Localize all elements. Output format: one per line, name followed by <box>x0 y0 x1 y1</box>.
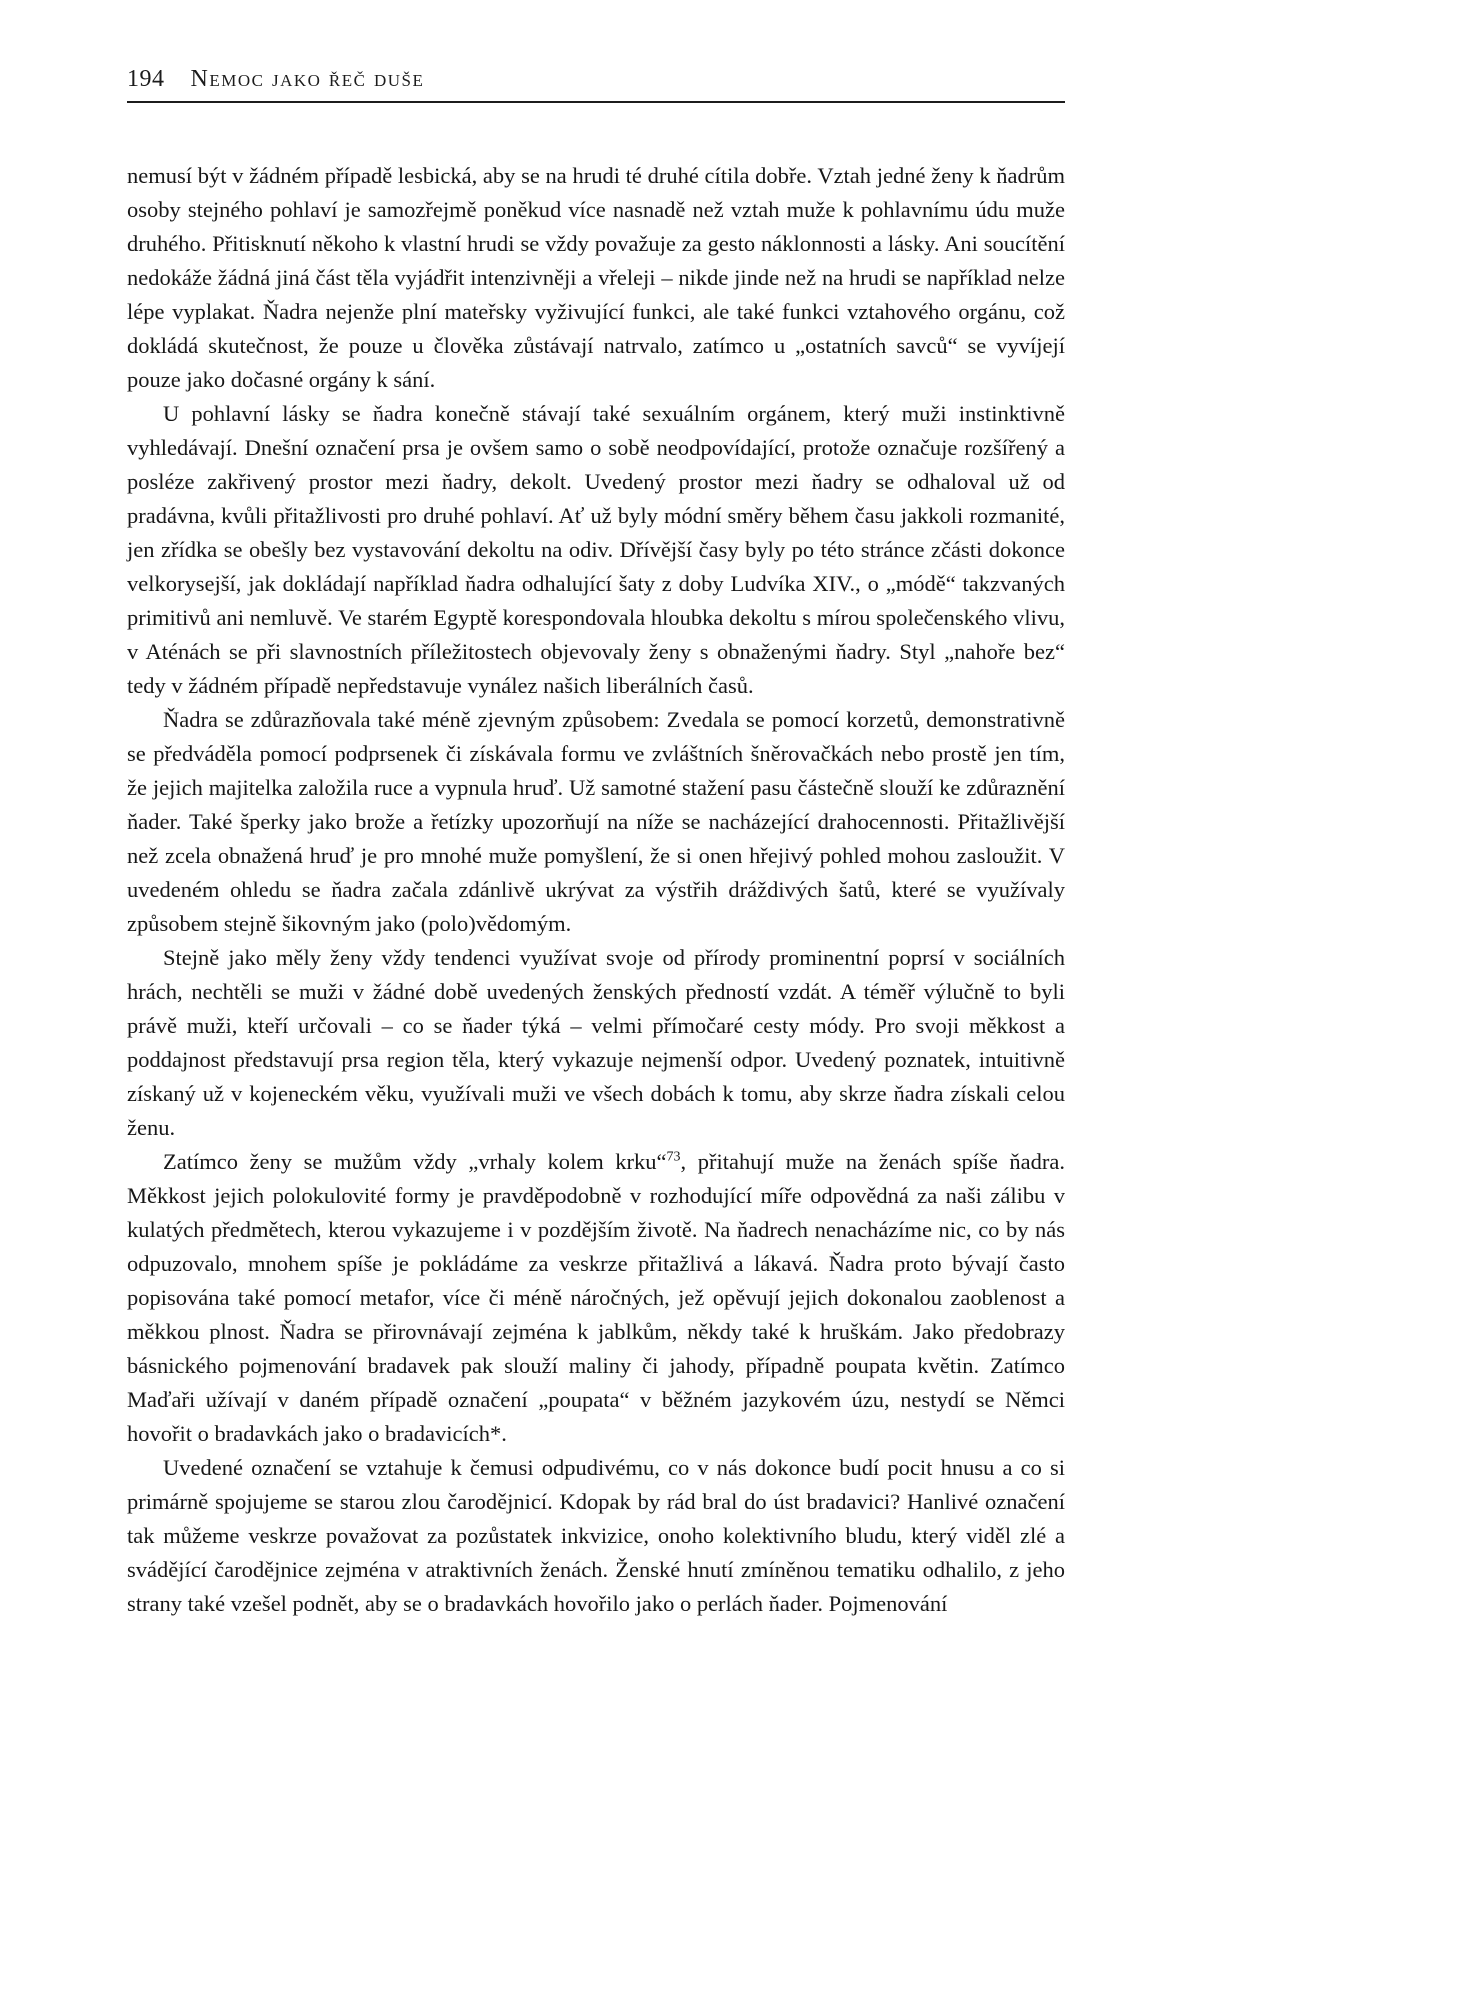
paragraph: Ňadra se zdůrazňovala také méně zjevným způsobem: Zvedala se pomocí korzetů, demonstrativně se předváděla pomocí podprsenek či získávala formu ve zvláštních šněrovačkách nebo prostě jen tím, že jejich majitelka založila ruce a vypnula hruď. Už samotné stažení pasu částečně slouží ke zdůraznění ňader. Také šperky jako brože a řetízky upozorňují na níže se nacházející drahocennosti. Přitažlivější než zcela obnažená hruď je pro mnohé muže pomyšlení, že si onen hřejivý pohled mohou zasloužit. V uvedeném ohledu se ňadra začala zdánlivě ukrývat za výstřih dráždivých šatů, které se využívaly způsobem stejně šikovným jako (polo)vědomým. <box>127 707 1065 936</box>
running-title: Nemoc jako řeč duše <box>190 66 425 92</box>
header-rule <box>127 101 1065 103</box>
paragraph <box>127 1145 1065 1451</box>
footnote-reference: 73 <box>666 1149 681 1165</box>
paragraph-text: , přitahují muže na ženách spíše ňadra. Měkkost jejich polokulovité formy je pravděpodobně v rozhodující míře odpovědná za naši zálibu v kulatých předmětech, kterou vykazujeme i v pozdějším životě. Na ňadrech nenacházíme nic, co by nás odpuzovalo, mnohem spíše je pokládáme za veskrze přitažlivá a lákavá. Ňadra proto bývají často popisována také pomocí metafor, více či méně náročných, jež opěvují jejich dokonalou zaoblenost a měkkou plnost. Ňadra se přirovnávají zejména k jablkům, někdy také k hruškám. Jako předobrazy básnického pojmenování bradavek pak slouží maliny či jahody, případně poupata květin. Zatímco Maďaři užívají v daném případě označení „poupata“ v běžném jazykovém úzu, nestydí se Němci hovořit o bradavkách jako o bradavicích*. <box>127 1149 1065 1446</box>
page-number: 194 <box>127 66 165 92</box>
page-header <box>127 66 1065 93</box>
paragraph: U pohlavní lásky se ňadra konečně stávají také sexuálním orgánem, který muži instinktivně vyhledávají. Dnešní označení prsa je ovšem samo o sobě neodpovídající, protože označuje rozšířený a posléze zakřivený prostor mezi ňadry, dekolt. Uvedený prostor mezi ňadry se odhaloval už od pradávna, kvůli přitažlivosti pro druhé pohlaví. Ať už byly módní směry během času jakkoli rozmanité, jen zřídka se obešly bez vystavování dekoltu na odiv. Dřívější časy byly po této stránce zčásti dokonce velkorysejší, jak dokládají například ňadra odhalující šaty z doby Ludvíka XIV., o „módě“ takzvaných primitivů ani nemluvě. Ve starém Egyptě korespondovala hloubka dekoltu s mírou společenského vlivu, v Aténách se při slavnostních příležitostech objevovaly ženy s obnaženými ňadry. Styl „nahoře bez“ tedy v žádném případě nepředstavuje vynález našich liberálních časů. <box>127 401 1065 698</box>
text-block <box>127 66 1065 1621</box>
paragraph: Uvedené označení se vztahuje k čemusi odpudivému, co v nás dokonce budí pocit hnusu a co si primárně spojujeme se starou zlou čarodějnicí. Kdopak by rád bral do úst bradavici? Hanlivé označení tak můžeme veskrze považovat za pozůstatek inkvizice, onoho kolektivního bludu, který viděl zlé a svádějící čarodějnice zejména v atraktivních ženách. Ženské hnutí zmíněnou tematiku odhalilo, z jeho strany také vzešel podnět, aby se o bradavkách hovořilo jako o perlách ňader. Pojmenování <box>127 1455 1065 1616</box>
page-body <box>127 159 1065 1621</box>
paragraph-text: Zatímco ženy se mužům vždy „vrhaly kolem krku“ <box>163 1149 667 1174</box>
paragraph: nemusí být v žádném případě lesbická, aby se na hrudi té druhé cítila dobře. Vztah jedné ženy k ňadrům osoby stejného pohlaví je samozřejmě poněkud více nasnadě než vztah muže k pohlavnímu údu muže druhého. Přitisknutí někoho k vlastní hrudi se vždy považuje za gesto náklonnosti a lásky. Ani soucítění nedokáže žádná jiná část těla vyjádřit intenzivněji a vřeleji – nikde jinde než na hrudi se například nelze lépe vyplakat. Ňadra nejenže plní mateřsky vyživující funkci, ale také funkci vztahového orgánu, což dokládá skutečnost, že pouze u člověka zůstávají natrvalo, zatímco u „ostatních savců“ se vyvíjejí pouze jako dočasné orgány k sání. <box>127 163 1065 392</box>
paragraph: Stejně jako měly ženy vždy tendenci využívat svoje od přírody prominentní poprsí v sociálních hrách, nechtěli se muži v žádné době uvedených ženských předností vzdát. A téměř výlučně to byli právě muži, kteří určovali – co se ňader týká – velmi přímočaré cesty módy. Pro svoji měkkost a poddajnost představují prsa region těla, který vykazuje nejmenší odpor. Uvedený poznatek, intuitivně získaný už v kojeneckém věku, využívali muži ve všech dobách k tomu, aby skrze ňadra získali celou ženu. <box>127 945 1065 1140</box>
